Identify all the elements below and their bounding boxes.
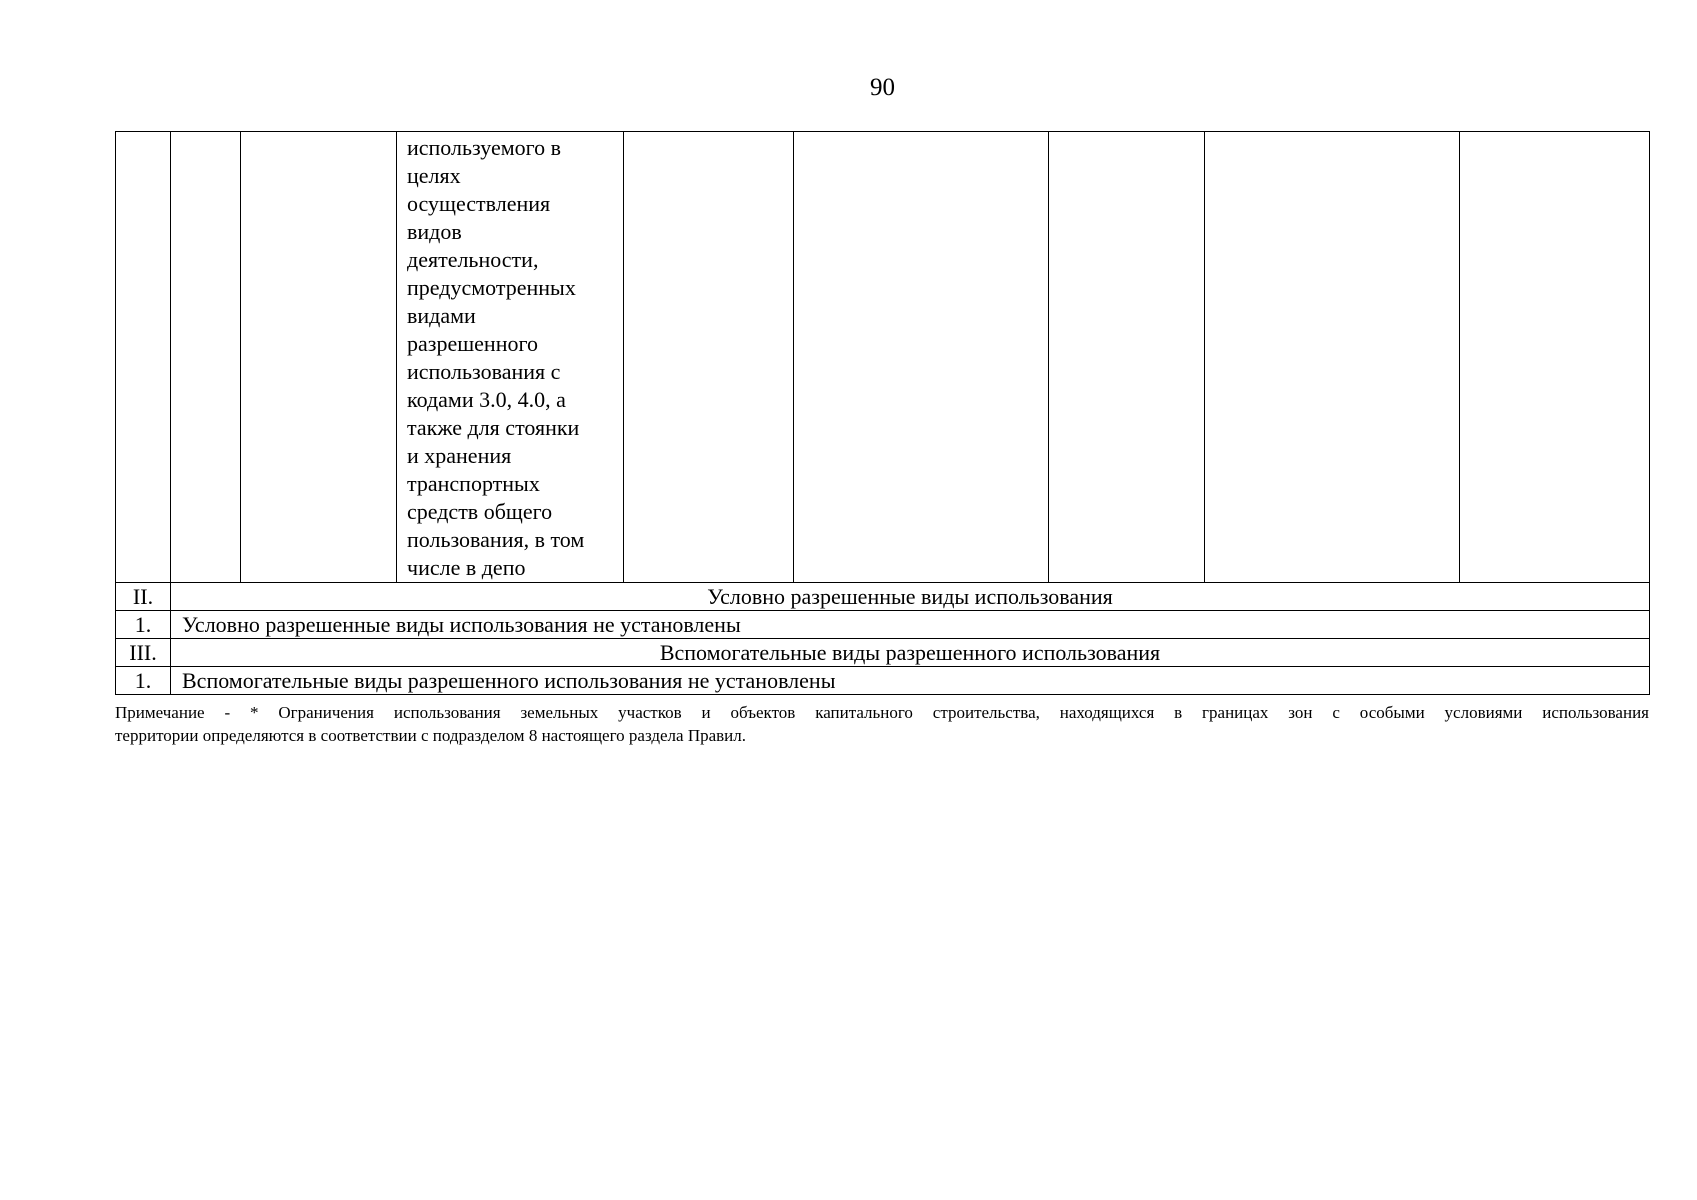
regulations-table [115, 131, 1650, 695]
section-number: III. [116, 639, 171, 667]
section-header-row [116, 583, 1650, 611]
cell-empty [241, 132, 397, 583]
description-line: средств общего [407, 499, 553, 524]
description-line: числе в депо [407, 555, 526, 580]
page-number: 90 [870, 74, 895, 101]
item-number: 1. [116, 611, 171, 639]
table-row [116, 132, 1650, 583]
footnote-line: Примечание - * Ограничения использования земельных участков и объектов капитального строительства, находящихся в границах зон с особыми условиями использования [115, 703, 1649, 722]
description-line: используемого в [407, 135, 562, 160]
description-line: кодами 3.0, 4.0, а [407, 387, 566, 412]
cell-empty [794, 132, 1049, 583]
description-line: транспортных [407, 471, 540, 496]
section-title: Вспомогательные виды разрешенного использования [171, 639, 1650, 667]
cell-empty [624, 132, 794, 583]
regulations-table-container [115, 131, 1650, 695]
item-number: 1. [116, 667, 171, 695]
section-title: Условно разрешенные виды использования [171, 583, 1650, 611]
footnote [115, 701, 1649, 747]
cell-empty [171, 132, 241, 583]
description-line: и хранения [407, 443, 512, 468]
cell-empty [1205, 132, 1460, 583]
description-line: разрешенного [407, 331, 538, 356]
description-line: пользования, в том [407, 527, 585, 552]
cell-empty [1049, 132, 1205, 583]
table-row [116, 611, 1650, 639]
item-text: Условно разрешенные виды использования не установлены [171, 611, 1650, 639]
item-text: Вспомогательные виды разрешенного использования не установлены [171, 667, 1650, 695]
description-line: предусмотренных [407, 275, 576, 300]
table-row [116, 667, 1650, 695]
description-line: целях [407, 163, 461, 188]
cell-number [116, 132, 171, 583]
description-line: осуществления [407, 191, 551, 216]
footnote-line: территории определяются в соответствии с подразделом 8 настоящего раздела Правил. [115, 726, 747, 745]
section-number: II. [116, 583, 171, 611]
cell-empty [1460, 132, 1650, 583]
cell-use-description [397, 132, 624, 583]
description-line: также для стоянки [407, 415, 580, 440]
section-header-row [116, 639, 1650, 667]
description-line: деятельности, [407, 247, 539, 272]
description-line: видами [407, 303, 476, 328]
description-line: видов [407, 219, 462, 244]
description-line: использования с [407, 359, 561, 384]
